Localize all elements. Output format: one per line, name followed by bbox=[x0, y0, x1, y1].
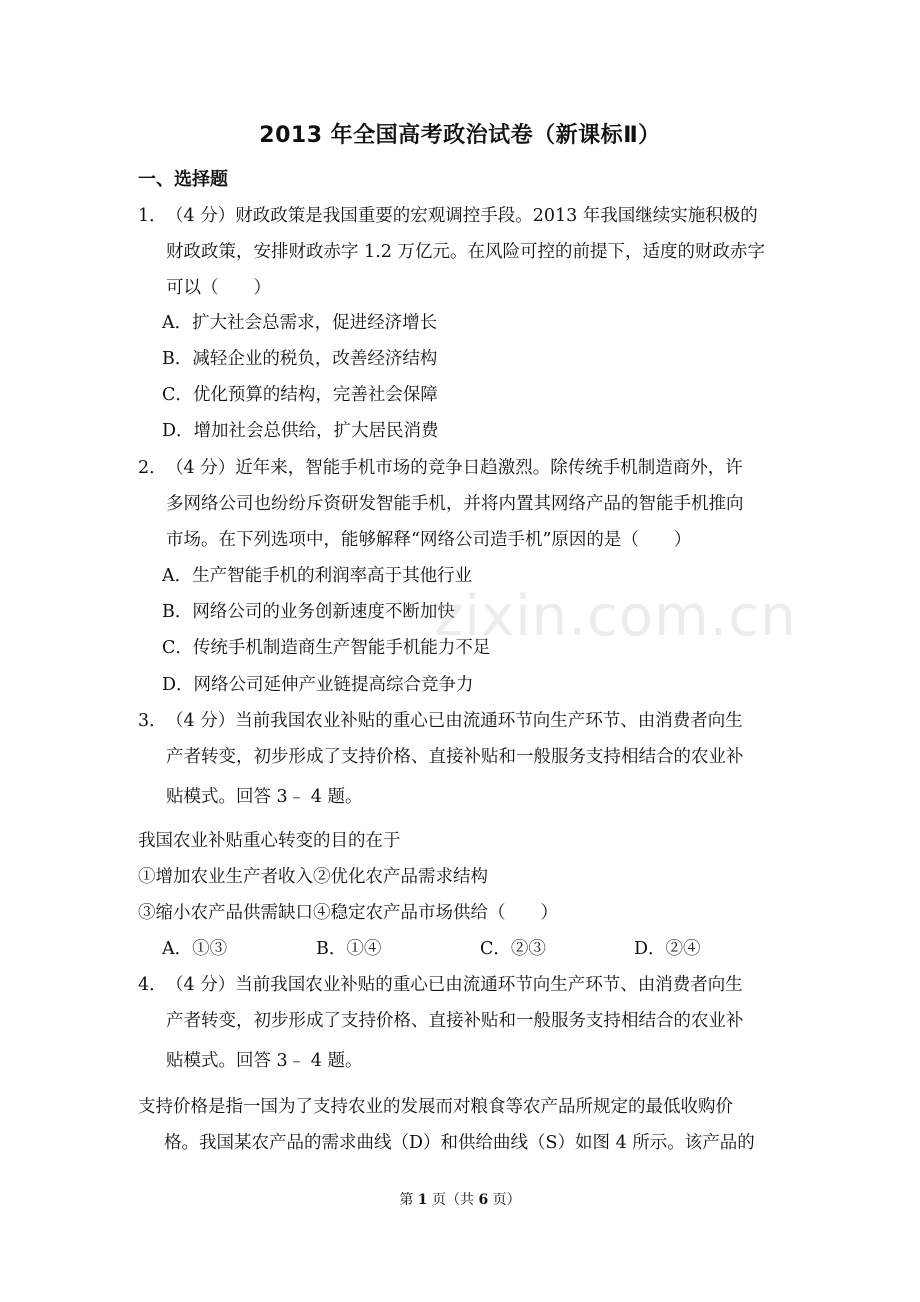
stem-line: 格。我国某农产品的需求曲线（D）和供给曲线（S）如图 4 所示。该产品的 bbox=[164, 1133, 755, 1153]
page-total: 6 bbox=[478, 1192, 489, 1208]
question-number: 3． bbox=[138, 711, 167, 731]
section-heading: 一、选择题 bbox=[138, 169, 228, 190]
page-number: 1 bbox=[417, 1192, 428, 1208]
page-footer bbox=[0, 1189, 920, 1209]
option-a: A．扩大社会总需求，促进经济增长 bbox=[162, 313, 438, 333]
option-d: D．②④ bbox=[634, 939, 701, 959]
option-d: D．增加社会总供给，扩大居民消费 bbox=[162, 421, 439, 441]
question-text-line: 财政政策，安排财政赤字 1.2 万亿元。在风险可控的前提下，适度的财政赤字 bbox=[166, 242, 765, 262]
question-text-line: （4 分）财政政策是我国重要的宏观调控手段。2013 年我国继续实施积极的 bbox=[166, 206, 758, 226]
option-b: B．①④ bbox=[316, 939, 382, 959]
option-c: C．传统手机制造商生产智能手机能力不足 bbox=[162, 638, 491, 658]
stem-line: 支持价格是指一国为了支持农业的发展而对粮食等农产品所规定的最低收购价 bbox=[138, 1097, 733, 1117]
question-number: 2． bbox=[138, 458, 167, 478]
question-text-line: 市场。在下列选项中，能够解释“网络公司造手机”原因的是（ ） bbox=[166, 530, 692, 550]
question-4 bbox=[138, 967, 788, 1079]
question-number: 1． bbox=[138, 206, 167, 226]
question-text-line: 贴模式。回答 3﹣ 4 题。 bbox=[166, 787, 363, 807]
option-b: B．网络公司的业务创新速度不断加快 bbox=[162, 602, 455, 622]
option-a: A．生产智能手机的利润率高于其他行业 bbox=[162, 566, 473, 586]
option-c: C．②③ bbox=[480, 939, 546, 959]
question-stem: 我国农业补贴重心转变的目的在于 bbox=[138, 831, 401, 851]
option-b: B．减轻企业的税负，改善经济结构 bbox=[162, 349, 438, 369]
question-2 bbox=[138, 450, 788, 558]
footer-suffix: 页） bbox=[488, 1192, 521, 1208]
option-d: D．网络公司延伸产业链提高综合竞争力 bbox=[162, 675, 474, 695]
question-text-line: 产者转变，初步形成了支持价格、直接补贴和一般服务支持相结合的农业补 bbox=[166, 747, 744, 767]
question-text-line: 产者转变，初步形成了支持价格、直接补贴和一般服务支持相结合的农业补 bbox=[166, 1011, 744, 1031]
option-a: A．①③ bbox=[162, 939, 228, 959]
question-stem bbox=[138, 1089, 788, 1161]
option-c: C．优化预算的结构，完善社会保障 bbox=[162, 385, 438, 405]
question-number: 4． bbox=[138, 975, 167, 995]
watermark-text: zixin.com.cn bbox=[434, 584, 797, 649]
question-text-line: （4 分）近年来，智能手机市场的竞争日趋激烈。除传统手机制造商外，许 bbox=[166, 458, 743, 478]
question-text-line: 多网络公司也纷纷斥资研发智能手机，并将内置其网络产品的智能手机推向 bbox=[166, 494, 744, 514]
question-1 bbox=[138, 198, 788, 306]
question-text-line: （4 分）当前我国农业补贴的重心已由流通环节向生产环节、由消费者向生 bbox=[166, 975, 743, 995]
footer-middle: 页（共 bbox=[427, 1192, 479, 1208]
question-3 bbox=[138, 703, 788, 815]
question-text-line: 可以（ ） bbox=[166, 278, 271, 298]
question-stem: ③缩小农产品供需缺口④稳定农产品市场供给（ ） bbox=[138, 903, 558, 923]
question-text-line: 贴模式。回答 3﹣ 4 题。 bbox=[166, 1051, 363, 1071]
page-title: 2013 年全国高考政治试卷（新课标Ⅱ） bbox=[259, 123, 661, 148]
question-stem: ①增加农业生产者收入②优化农产品需求结构 bbox=[138, 867, 488, 887]
footer-prefix: 第 bbox=[399, 1192, 418, 1208]
question-text-line: （4 分）当前我国农业补贴的重心已由流通环节向生产环节、由消费者向生 bbox=[166, 711, 743, 731]
